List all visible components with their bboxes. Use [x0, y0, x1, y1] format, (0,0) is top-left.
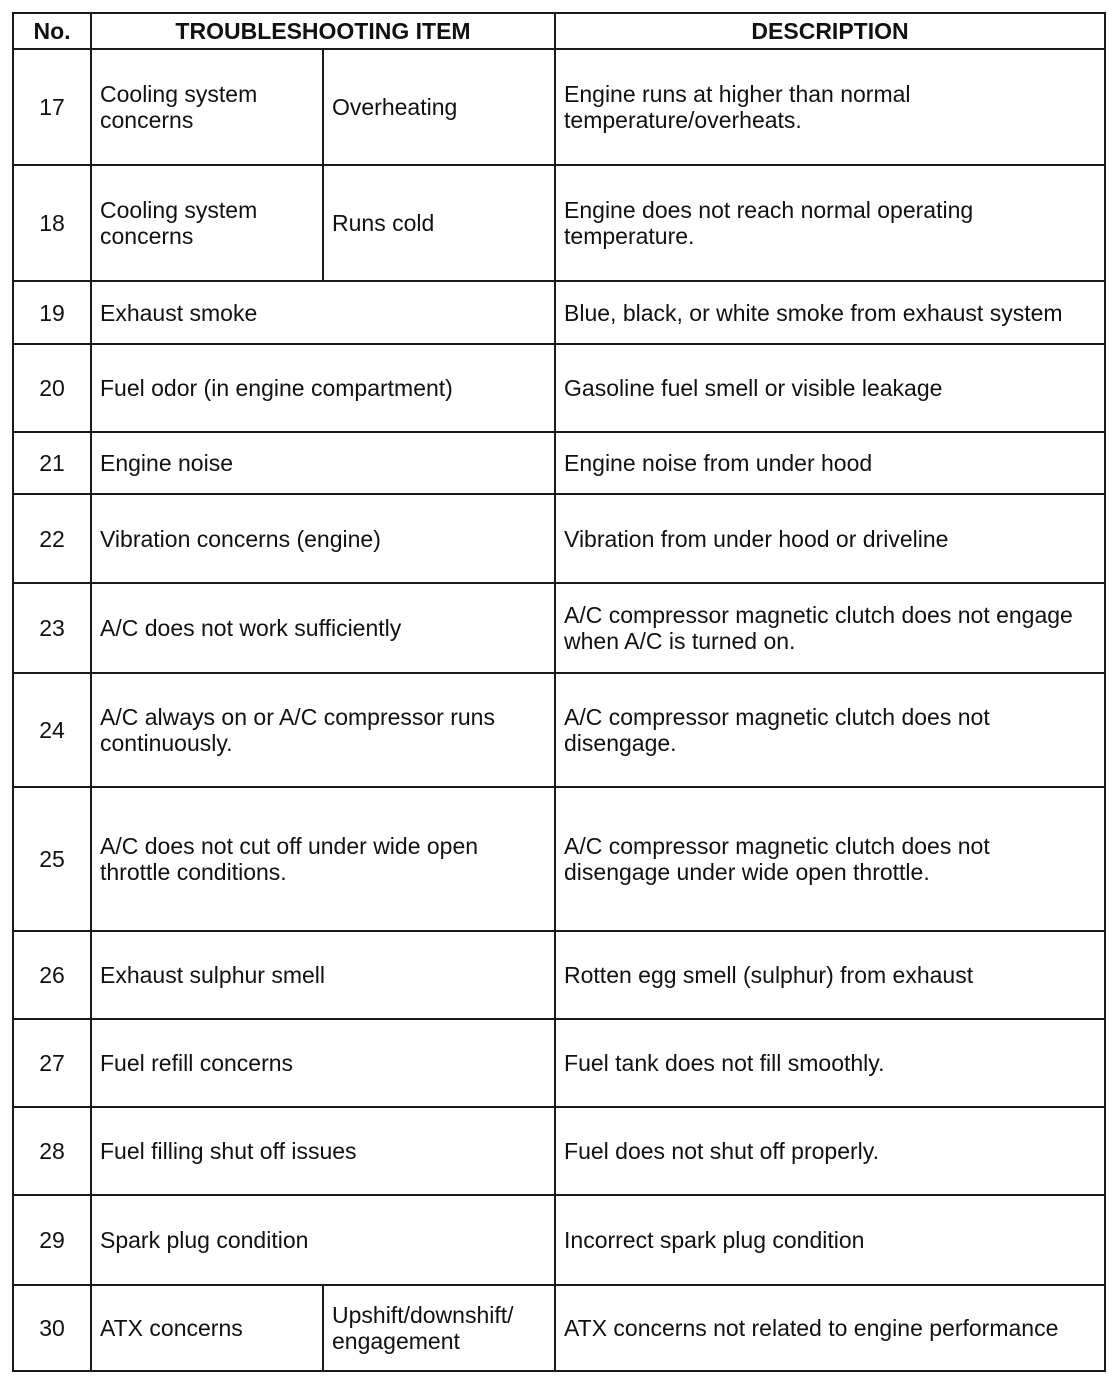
- row-item: Exhaust sulphur smell: [91, 931, 555, 1019]
- row-number: 22: [13, 494, 91, 583]
- row-subitem: Upshift/downshift/ engagement: [323, 1285, 555, 1371]
- row-description: Vibration from under hood or driveline: [555, 494, 1105, 583]
- row-description: Blue, black, or white smoke from exhaust system: [555, 281, 1105, 344]
- row-item: A/C always on or A/C compressor runs continuously.: [91, 673, 555, 787]
- table-row: [13, 165, 1105, 281]
- table-row: [13, 344, 1105, 432]
- table-row: [13, 931, 1105, 1019]
- row-item: ATX concerns: [91, 1285, 323, 1371]
- row-item: Fuel odor (in engine compartment): [91, 344, 555, 432]
- row-item: Vibration concerns (engine): [91, 494, 555, 583]
- row-description: Fuel tank does not fill smoothly.: [555, 1019, 1105, 1107]
- row-description: Rotten egg smell (sulphur) from exhaust: [555, 931, 1105, 1019]
- table-row: [13, 787, 1105, 931]
- table-row: [13, 1285, 1105, 1371]
- row-item: A/C does not work sufficiently: [91, 583, 555, 673]
- row-item: Fuel refill concerns: [91, 1019, 555, 1107]
- row-number: 20: [13, 344, 91, 432]
- row-description: Fuel does not shut off properly.: [555, 1107, 1105, 1195]
- table-row: [13, 1195, 1105, 1285]
- table-row: [13, 49, 1105, 165]
- row-number: 24: [13, 673, 91, 787]
- table-row: [13, 432, 1105, 494]
- row-number: 28: [13, 1107, 91, 1195]
- table-row: [13, 1107, 1105, 1195]
- row-number: 26: [13, 931, 91, 1019]
- table-row: [13, 494, 1105, 583]
- table-row: [13, 281, 1105, 344]
- header-no: No.: [13, 13, 91, 49]
- table-row: [13, 673, 1105, 787]
- row-description: ATX concerns not related to engine performance: [555, 1285, 1105, 1371]
- row-number: 27: [13, 1019, 91, 1107]
- header-troubleshooting-item: TROUBLESHOOTING ITEM: [91, 13, 555, 49]
- header-row: [13, 13, 1105, 49]
- row-item: Fuel filling shut off issues: [91, 1107, 555, 1195]
- row-item: Cooling system concerns: [91, 49, 323, 165]
- row-number: 19: [13, 281, 91, 344]
- row-number: 29: [13, 1195, 91, 1285]
- row-number: 30: [13, 1285, 91, 1371]
- row-number: 21: [13, 432, 91, 494]
- row-description: A/C compressor magnetic clutch does not disengage.: [555, 673, 1105, 787]
- row-number: 25: [13, 787, 91, 931]
- row-description: Engine runs at higher than normal temperature/overheats.: [555, 49, 1105, 165]
- table-row: [13, 583, 1105, 673]
- row-item: Exhaust smoke: [91, 281, 555, 344]
- row-item: A/C does not cut off under wide open throttle conditions.: [91, 787, 555, 931]
- row-number: 18: [13, 165, 91, 281]
- row-item: Spark plug condition: [91, 1195, 555, 1285]
- row-item: Engine noise: [91, 432, 555, 494]
- row-number: 23: [13, 583, 91, 673]
- row-description: Gasoline fuel smell or visible leakage: [555, 344, 1105, 432]
- row-number: 17: [13, 49, 91, 165]
- troubleshooting-table: [12, 12, 1106, 1372]
- row-subitem: Overheating: [323, 49, 555, 165]
- header-description: DESCRIPTION: [555, 13, 1105, 49]
- row-description: Engine does not reach normal operating temperature.: [555, 165, 1105, 281]
- row-description: Incorrect spark plug condition: [555, 1195, 1105, 1285]
- row-description: A/C compressor magnetic clutch does not engage when A/C is turned on.: [555, 583, 1105, 673]
- table-row: [13, 1019, 1105, 1107]
- row-subitem: Runs cold: [323, 165, 555, 281]
- row-description: A/C compressor magnetic clutch does not disengage under wide open throttle.: [555, 787, 1105, 931]
- row-description: Engine noise from under hood: [555, 432, 1105, 494]
- row-item: Cooling system concerns: [91, 165, 323, 281]
